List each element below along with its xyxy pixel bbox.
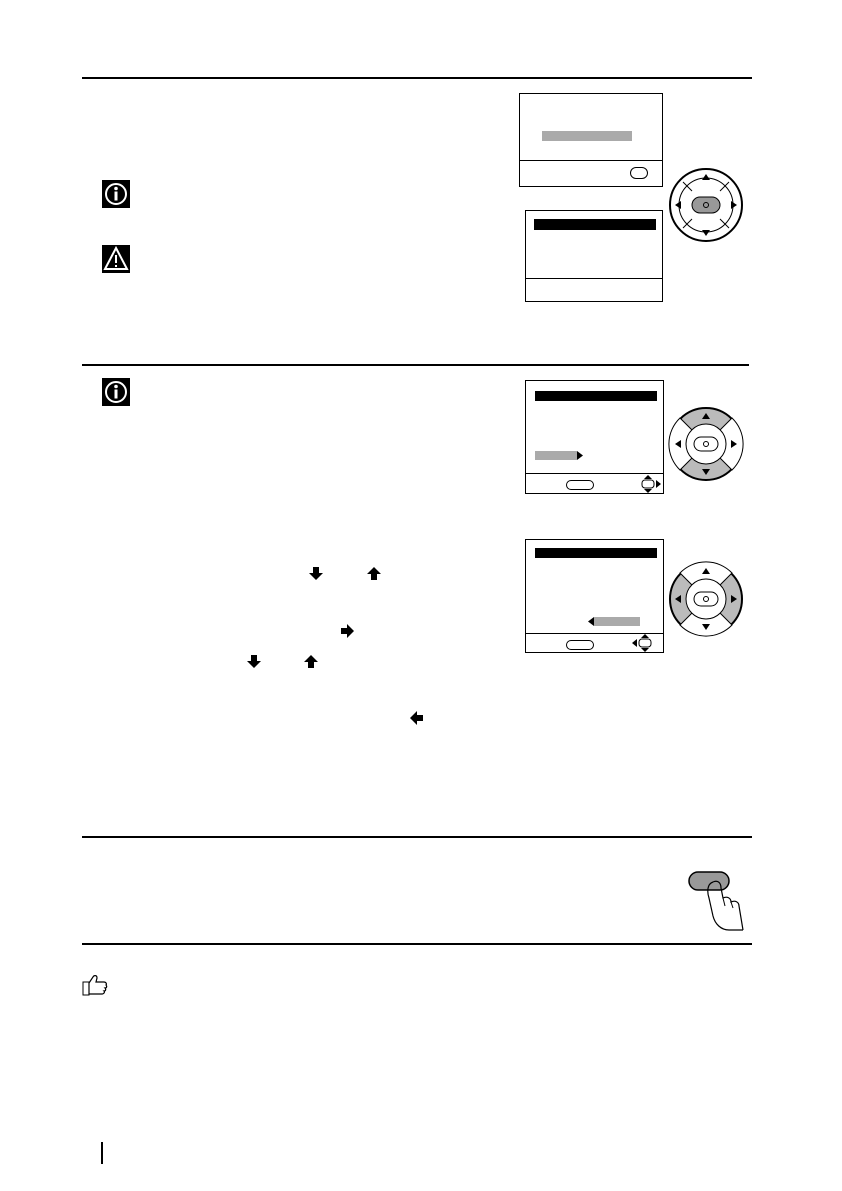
tv-screen-menu-1 bbox=[519, 93, 663, 187]
finger-press-button-icon bbox=[685, 868, 749, 932]
tv-screen-menu-4 bbox=[525, 539, 664, 653]
screen-footer-divider bbox=[520, 160, 662, 161]
info-icon bbox=[102, 180, 130, 208]
up-arrow-icon bbox=[304, 655, 318, 669]
screen-footer-divider bbox=[526, 278, 662, 279]
right-arrow-icon bbox=[341, 624, 355, 638]
warning-icon bbox=[102, 245, 130, 273]
remote-control-pad-updown[interactable] bbox=[666, 404, 746, 484]
thumbs-up-icon bbox=[82, 974, 108, 996]
remote-control-pad-ok[interactable] bbox=[666, 165, 746, 245]
ok-button-symbol bbox=[566, 480, 594, 490]
selected-item-highlight bbox=[594, 617, 640, 626]
page-edge-mark bbox=[101, 1142, 103, 1164]
remote-control-pad-leftright[interactable] bbox=[666, 559, 746, 639]
selected-item-highlight bbox=[542, 131, 632, 141]
ok-button-symbol bbox=[630, 167, 648, 179]
ok-button-symbol bbox=[566, 640, 594, 650]
section-divider-bottom-a bbox=[82, 836, 752, 838]
tv-screen-menu-2 bbox=[525, 210, 663, 302]
tv-screen-menu-3 bbox=[525, 380, 664, 494]
screen-footer-divider bbox=[526, 473, 663, 474]
navigate-updown-left-icon bbox=[632, 634, 654, 652]
menu-title-bar bbox=[534, 219, 656, 230]
navigate-updown-right-icon bbox=[639, 475, 661, 493]
section-divider-top bbox=[82, 77, 752, 79]
info-icon bbox=[102, 378, 130, 406]
section-divider-bottom-b bbox=[82, 943, 752, 945]
up-arrow-icon bbox=[367, 567, 381, 581]
menu-title-bar bbox=[535, 391, 657, 401]
section-divider-middle bbox=[82, 364, 749, 366]
selected-item-highlight bbox=[535, 451, 577, 460]
down-arrow-icon bbox=[247, 655, 261, 669]
right-pointer-icon bbox=[577, 451, 583, 460]
menu-title-bar bbox=[535, 548, 657, 558]
down-arrow-icon bbox=[309, 567, 323, 581]
left-arrow-icon bbox=[410, 711, 424, 725]
